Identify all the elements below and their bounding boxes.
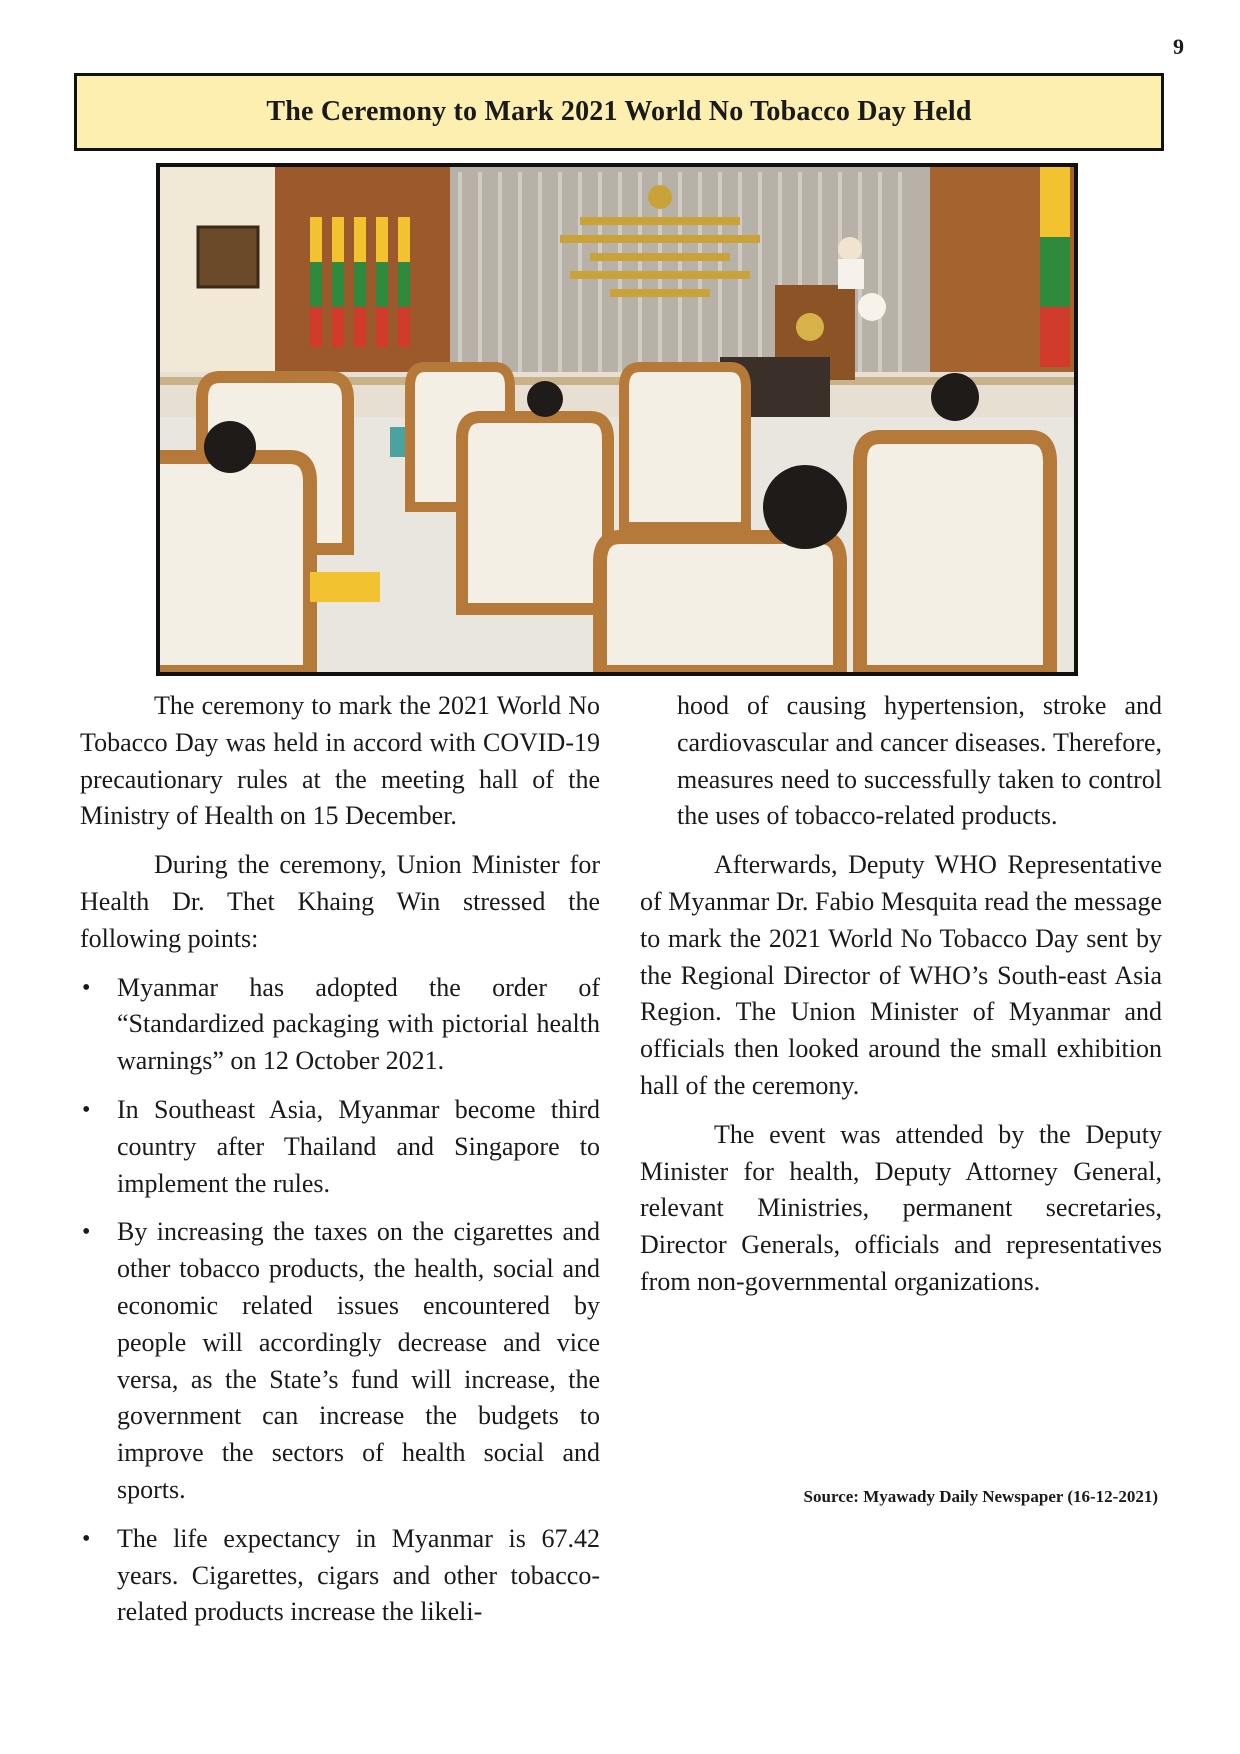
paragraph: Afterwards, Deputy WHO Representative of Myanmar Dr. Fabio Mesquita read the message to mark the 2021 World No Tobacco Day sent by the Regional Director of WHO’s South-east Asia Region. The Union Minister of Myanmar and officials then looked around the small exhibition hall of the ceremony. — [640, 850, 1162, 1100]
paragraph: The event was attended by the Deputy Minister for health, Deputy Attorney General, relevant Ministries, permanent secretaries, Director Generals, officials and representatives from non-governmental organizations. — [640, 1119, 1162, 1296]
bullet-point: • The life expectancy in Myanmar is 67.42 years. Cigarettes, cigars and other tobacco-related products increase the likeli- — [80, 1521, 600, 1631]
bullet-continuation: hood of causing hypertension, stroke and cardiovascular and cancer diseases. Therefore, measures need to successfully taken to control the uses of tobacco-related products. — [677, 691, 1162, 831]
bullet-point: • By increasing the taxes on the cigarettes and other tobacco products, the health, social and economic related issues encountered by people will accordingly decrease and vice versa, as the State’s fund will increase, the government can increase the budgets to improve the sectors of health social and sports. — [80, 1214, 600, 1508]
bullet-point: • Myanmar has adopted the order of “Standardized packaging with pictorial health warnings” on 12 October 2021. — [80, 970, 600, 1080]
right-column — [640, 688, 1162, 1313]
paragraph: The ceremony to mark the 2021 World No Tobacco Day was held in accord with COVID-19 precautionary rules at the meeting hall of the Ministry of Health on 15 December. — [80, 691, 600, 831]
article-title: The Ceremony to Mark 2021 World No Tobacco Day Held — [266, 96, 972, 127]
ceremony-photo-illustration — [160, 167, 1074, 672]
left-column — [80, 688, 600, 1643]
key-points-list — [80, 970, 600, 1632]
source-credit: Source: Myawady Daily Newspaper (16-12-2021) — [803, 1487, 1158, 1506]
ceremony-photo — [156, 163, 1078, 676]
title-banner — [74, 73, 1164, 151]
page-number: 9 — [1173, 34, 1184, 59]
bullet-point: • In Southeast Asia, Myanmar become third country after Thailand and Singapore to implement the rules. — [80, 1092, 600, 1202]
paragraph: During the ceremony, Union Minister for Health Dr. Thet Khaing Win stressed the following points: — [80, 850, 600, 953]
